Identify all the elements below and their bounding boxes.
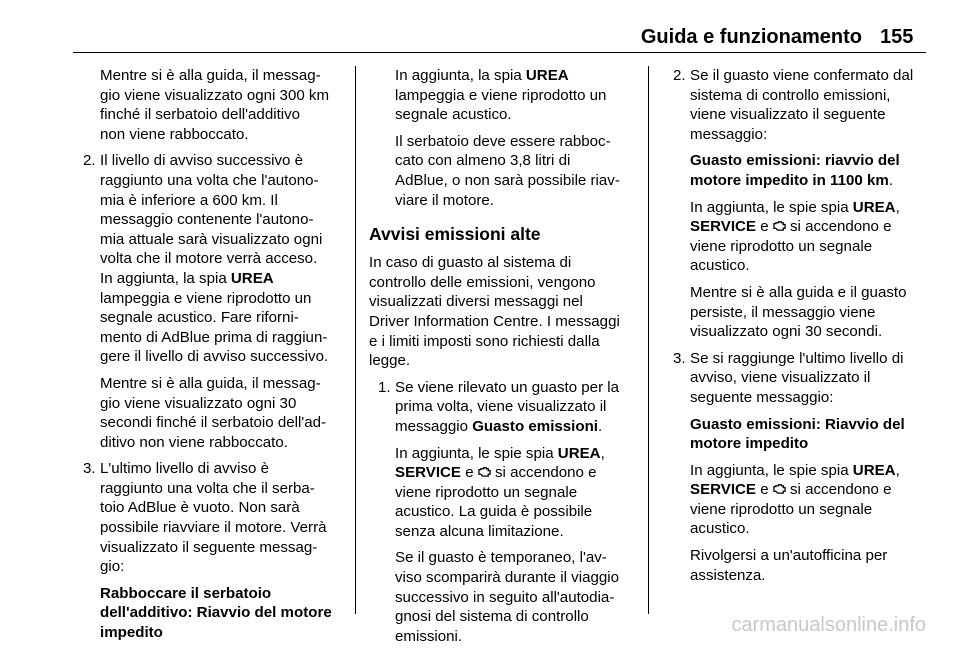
text-line: volta che il motore verrà acceso. [100,250,318,268]
text: si accendono e [785,481,892,499]
paragraph [690,349,934,408]
list-item-3 [664,349,934,586]
text: e [756,481,773,499]
text-line: Se il guasto è temporaneo, l'av- [395,549,607,567]
paragraph [100,151,350,367]
text: In aggiunta, le spie spia [395,444,558,462]
text-line: Mentre si è alla guida, il messag- [100,67,321,84]
list-number: 3. [83,460,96,478]
column-2 [369,66,645,653]
text-line: segnale acustico. Fare riforni- [100,309,299,327]
column-divider-1 [355,66,356,614]
paragraph [395,548,645,646]
paragraph [395,378,645,437]
urea-indicator-label: UREA [557,444,601,462]
list-item-3 [74,459,350,642]
text: In aggiunta, la spia [395,67,526,84]
text-line: e i limiti imposti sono richiesti dalla [369,332,600,350]
service-indicator-label: SERVICE [690,218,756,236]
text-line: lampeggia e viene riprodotto un [100,289,312,307]
text-line: viso scomparirà durante il viaggio [395,569,619,587]
list-number: 1. [378,378,391,396]
text-line: Rivolgersi a un'autofficina per [690,547,888,565]
text-line: seguente messaggio: [690,388,834,406]
text-line: mento di AdBlue prima di raggiun- [100,328,328,346]
text-line [100,269,350,289]
text: In aggiunta, la spia [100,269,231,287]
text: si accendono e [490,464,597,482]
paragraph [690,283,934,342]
text-line [395,66,645,86]
text-line: secondi finché il serbatoio dell'ad- [100,414,327,432]
text-line: acustico. [690,520,750,538]
text-line: Driver Information Centre. I messaggi [369,312,620,330]
paragraph [100,459,350,577]
text-line [395,463,645,483]
text-line: dell'additivo: Riavvio del motore [100,604,332,622]
page-number: 155 [880,26,914,48]
text-line: controllo delle emissioni, vengono [369,273,596,291]
paragraph [369,253,645,371]
service-indicator-label: SERVICE [690,481,756,499]
list-item-1 [369,378,645,647]
paragraph [369,132,645,210]
text-line: senza alcuna limitazione. [395,522,564,540]
text-line: avviso, viene visualizzato il [690,369,871,387]
bold-message [100,584,350,643]
text-line: gio viene visualizzato ogni 30 [100,394,297,412]
text-line: AdBlue, o non sarà possibile riav- [395,171,620,189]
text-line: gio: [100,558,125,576]
list-item-2 [664,66,934,342]
text-line [690,217,934,237]
text-line: ditivo non viene rabboccato. [100,433,288,451]
urea-indicator-label: UREA [230,269,274,287]
text-line: Guasto emissioni: Riavvio del [690,415,905,433]
section-heading: Avvisi emissioni alte [369,224,541,245]
text-line [395,417,645,437]
text-line: lampeggia e viene riprodotto un [395,86,607,104]
text-line: viene riprodotto un segnale [690,500,873,518]
list-number: 3. [673,349,686,367]
text-line [395,444,645,464]
text-line: prima volta, viene visualizzato il [395,398,607,416]
text-line: impedito [100,624,163,642]
watermark: carmanualsonline.info [731,614,926,636]
text: , [895,461,900,479]
text-line: visualizzato il seguente messag- [100,538,318,556]
list-item-2 [74,151,350,452]
bold-message [690,151,934,190]
column-3 [664,66,934,592]
text-line: acustico. La guida è possibile [395,503,593,521]
service-indicator-label: SERVICE [395,464,461,482]
column-divider-2 [648,66,649,614]
text-line: successivo in seguito all'autodia- [395,588,615,606]
text-line: Il livello di avviso successivo è [100,152,304,170]
text: . [598,417,603,435]
text-line: motore impedito [690,435,809,453]
text-line: Il serbatoio deve essere rabboc- [395,132,611,150]
text-line: Mentre si è alla guida, il messag- [100,374,321,392]
text: . [888,171,893,189]
text-line: visualizzato ogni 30 secondi. [690,323,883,341]
text-line: messaggio: [690,125,768,143]
message-name: Guasto emissioni [472,417,599,435]
text-line: Se viene rilevato un guasto per la [395,378,620,396]
list-number: 2. [673,67,686,84]
text-line: Mentre si è alla guida e il guasto [690,283,907,301]
text-line: visualizzati diversi messaggi nel [369,293,583,311]
text: In aggiunta, le spie spia [690,461,853,479]
text-line: raggiunto una volta che il serba- [100,479,315,497]
text-line [690,198,934,218]
text: In aggiunta, le spie spia [690,198,853,216]
text-line: sistema di controllo emissioni, [690,86,891,104]
text-line: viene visualizzato il seguente [690,106,886,124]
text: e [756,218,773,236]
text-line: mia è inferiore a 600 km. Il [100,191,278,209]
urea-indicator-label: UREA [525,67,569,84]
paragraph [100,374,350,452]
text-line: In caso di guasto al sistema di [369,254,572,272]
text: , [600,444,605,462]
text-line: emissioni. [395,627,463,645]
text-line: viene riprodotto un segnale [690,237,873,255]
text-line: viare il motore. [395,191,494,209]
text-line: raggiunto una volta che l'autono- [100,171,319,189]
text-line: cato con almeno 3,8 litri di [395,152,571,170]
engine-warning-icon [773,482,786,495]
text-line: toio AdBlue è vuoto. Non sarà [100,499,300,517]
text-line: Rabboccare il serbatoio [100,584,272,602]
urea-indicator-label: UREA [852,461,896,479]
text-line: acustico. [690,257,750,275]
paragraph [690,66,934,144]
engine-warning-icon [773,219,786,232]
text-line: mia attuale sarà visualizzato ogni [100,230,323,248]
text-line: Guasto emissioni: riavvio del [690,152,900,170]
text-line: persiste, il messaggio viene [690,303,876,321]
paragraph [369,66,645,125]
paragraph [690,198,934,276]
paragraph [395,444,645,542]
column-1 [74,66,350,650]
text-line [690,461,934,481]
text-line: gnosi del sistema di controllo [395,608,589,626]
list-number: 2. [83,152,96,170]
text-line: non viene rabboccato. [100,125,249,143]
text-line: assistenza. [690,566,766,584]
text-line: gio viene visualizzato ogni 300 km [100,86,330,104]
text-line: L'ultimo livello di avviso è [100,460,269,478]
header-rule [73,52,926,53]
text: e [461,464,478,482]
text-line: gere il livello di avviso successivo. [100,348,329,366]
text: motore impedito in 1100 km [690,171,889,189]
paragraph [74,66,350,144]
text-line: possibile riavviare il motore. Verrà [100,519,327,537]
text-line [690,480,934,500]
text-line: finché il serbatoio dell'additivo [100,106,301,124]
text: , [895,198,900,216]
text-line: legge. [369,352,411,370]
bold-message [690,415,934,454]
paragraph [690,461,934,539]
urea-indicator-label: UREA [852,198,896,216]
text-line: viene riprodotto un segnale [395,483,578,501]
text-line [690,171,934,191]
text-line: segnale acustico. [395,106,512,124]
text: messaggio [395,417,473,435]
paragraph [690,546,934,585]
text-line: Se si raggiunge l'ultimo livello di [690,349,904,367]
text-line: messaggio contenente l'autono- [100,211,314,229]
page-header-title: Guida e funzionamento [640,26,862,48]
text: si accendono e [785,218,892,236]
text-line: Se il guasto viene confermato dal [690,67,914,84]
engine-warning-icon [478,465,491,478]
